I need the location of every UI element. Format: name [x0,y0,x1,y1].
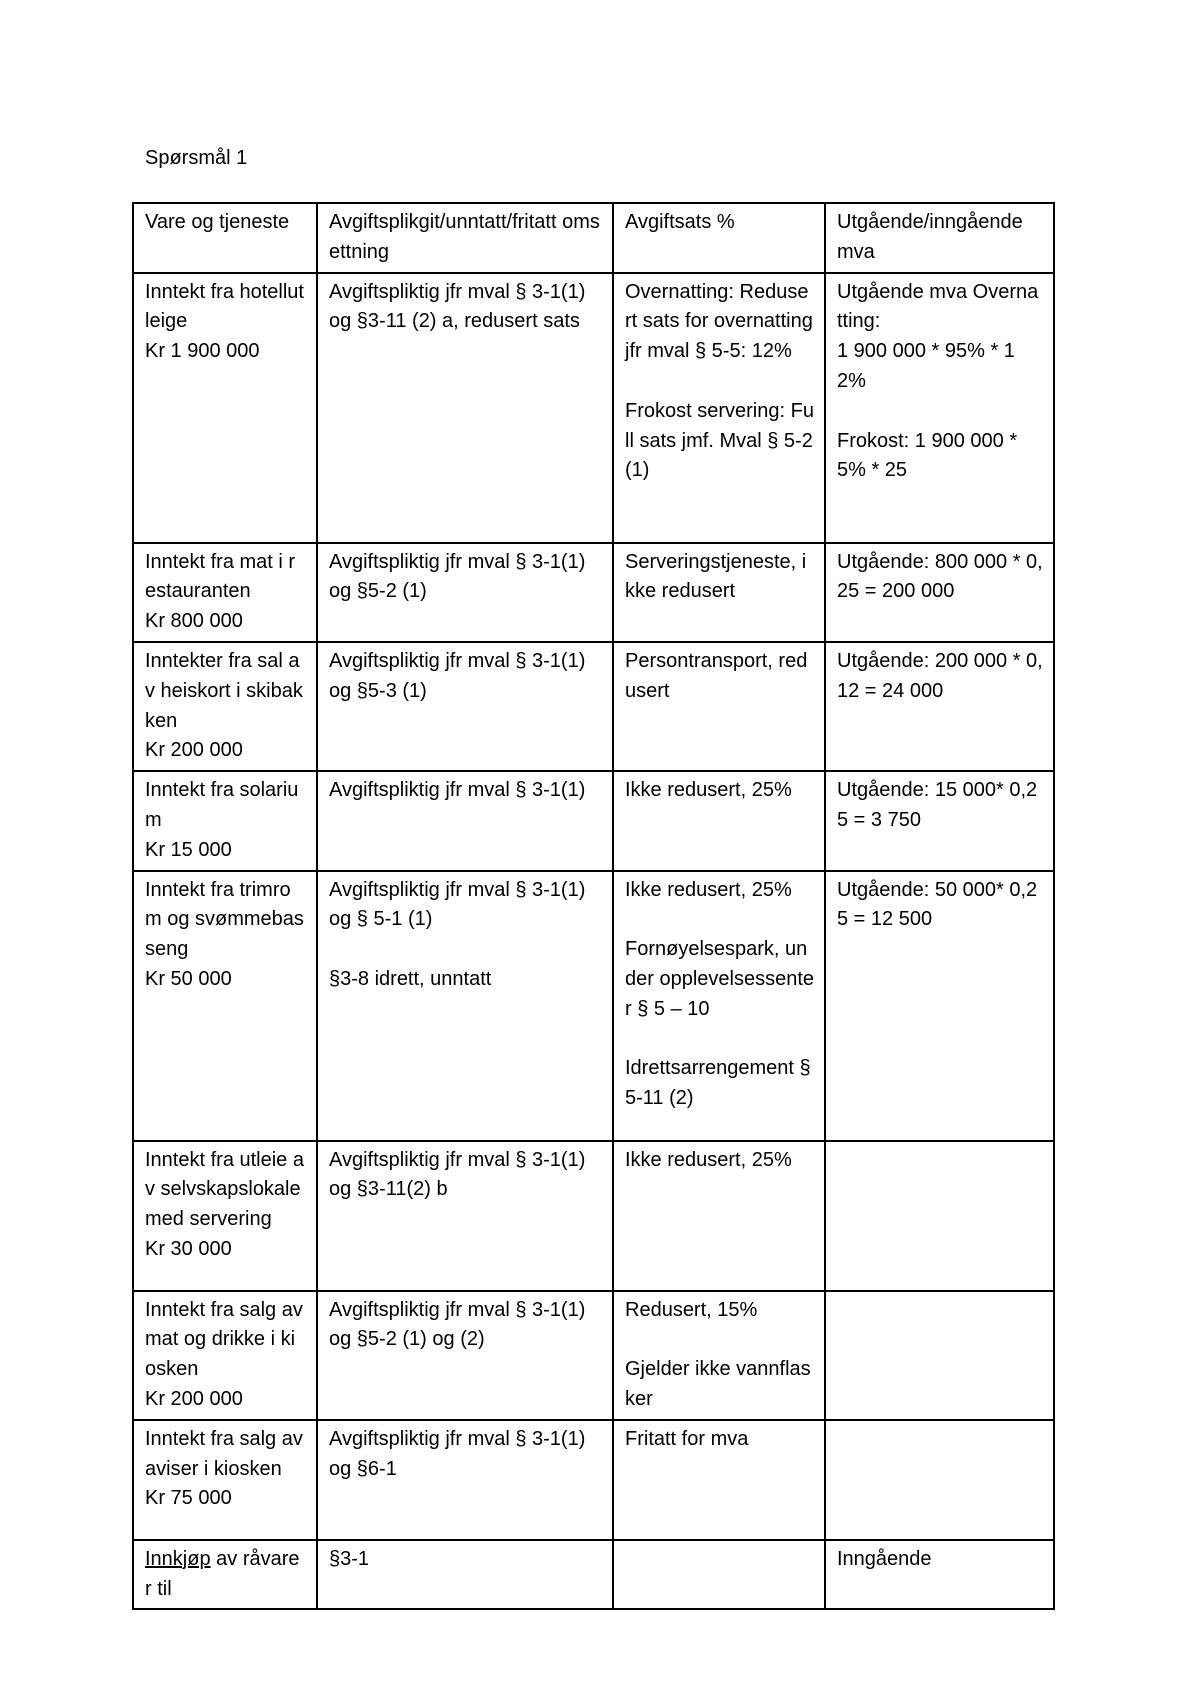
rate-text: Fritatt for mva [625,1427,749,1450]
cell-status [317,543,613,642]
cell-rate [613,871,825,1141]
cell-item [133,642,317,771]
cell-vat [825,1540,1054,1610]
cell-rate [613,771,825,870]
item-label: Inntekt fra solarium [145,779,299,831]
item-amount: Kr 1 900 000 [145,340,260,363]
table-row [133,1291,1054,1420]
cell-vat [825,543,1054,642]
table-row [133,871,1054,1141]
status-text: Avgiftspliktig jfr mval § 3-1(1) og § 5-1 (1) [329,878,586,931]
status-text: Avgiftspliktig jfr mval § 3-1(1) [329,779,586,802]
cell-rate [613,642,825,771]
status-text: Avgiftspliktig jfr mval § 3-1(1) og §3-11 (2) a, redusert sats [329,280,586,333]
cell-status [317,871,613,1141]
cell-vat [825,642,1054,771]
vat-text: Utgående: 800 000 * 0,25 = 200 000 [837,550,1043,603]
cell-status [317,642,613,771]
header-cell-vat: Utgående/inngående mva [825,203,1054,273]
rate-text: Ikke redusert, 25% [625,1148,792,1171]
vat-text: Utgående: 200 000 * 0,12 = 24 000 [837,649,1043,702]
item-amount: Kr 50 000 [145,967,232,990]
cell-vat [825,871,1054,1141]
cell-item [133,871,317,1141]
table-row [133,273,1054,543]
rate-text: Gjelder ikke vannflasker [625,1358,811,1410]
table-row [133,1141,1054,1291]
item-amount: Kr 200 000 [145,739,243,762]
header-cell-item: Vare og tjeneste [133,203,317,273]
item-label: Inntekt fra trimrom og svømmebasseng [145,878,304,961]
cell-rate [613,1141,825,1291]
item-amount: Kr 800 000 [145,610,243,633]
item-amount: Kr 30 000 [145,1237,232,1260]
status-text: Avgiftspliktig jfr mval § 3-1(1) og §6-1 [329,1427,586,1480]
item-label: av råvarer til [145,1547,300,1600]
status-text: §3-8 idrett, unntatt [329,967,492,990]
cell-status [317,1141,613,1291]
cell-status [317,273,613,543]
table-row [133,1540,1054,1610]
header-cell-rate: Avgiftsats % [613,203,825,273]
cell-rate [613,1291,825,1420]
rate-text: Frokost servering: Full sats jmf. Mval § 5-2(1) [625,399,814,482]
rate-text: Fornøyelsespark, under opplevelsessenter § 5 – 10 [625,938,815,1020]
table-row [133,543,1054,642]
item-label: Inntekt fra mat i restauranten [145,550,296,603]
vat-text: Inngående [837,1547,932,1570]
status-text: Avgiftspliktig jfr mval § 3-1(1) og §5-2 (1) [329,550,586,603]
status-text: Avgiftspliktig jfr mval § 3-1(1) og §5-3 (1) [329,649,586,702]
cell-status [317,1291,613,1420]
item-label: Inntekt fra salg av mat og drikke i kiosken [145,1298,303,1381]
cell-vat [825,1420,1054,1540]
item-label: Inntekt fra hotellutleige [145,280,304,333]
cell-rate [613,273,825,543]
question-heading: Spørsmål 1 [145,147,248,169]
rate-text: Serveringstjeneste, ikke redusert [625,550,807,603]
cell-rate [613,1420,825,1540]
cell-status [317,1420,613,1540]
status-text: §3-1 [329,1547,370,1570]
status-text: Avgiftspliktig jfr mval § 3-1(1) og §5-2 (1) og (2) [329,1298,586,1351]
rate-text: Redusert, 15% [625,1298,758,1321]
cell-vat [825,1291,1054,1420]
cell-item [133,1420,317,1540]
table-header-row [133,203,1054,273]
cell-rate [613,543,825,642]
rate-text: Ikke redusert, 25% [625,779,792,802]
item-amount: Kr 200 000 [145,1387,243,1410]
cell-item [133,1540,317,1610]
item-amount: Kr 75 000 [145,1487,232,1510]
item-label: Inntekter fra sal av heiskort i skibakken [145,649,303,732]
cell-vat [825,273,1054,543]
status-text: Avgiftspliktig jfr mval § 3-1(1) og §3-11(2) b [329,1148,586,1201]
rate-text: Persontransport, redusert [625,649,808,702]
cell-item [133,273,317,543]
cell-item [133,543,317,642]
table-row [133,1420,1054,1540]
item-label-underlined: Innkjøp [145,1547,211,1570]
vat-text: Utgående: 50 000* 0,25 = 12 500 [837,878,1038,931]
cell-status [317,771,613,870]
vat-text: Utgående: 15 000* 0,25 = 3 750 [837,779,1038,831]
cell-vat [825,771,1054,870]
cell-vat [825,1141,1054,1291]
rate-text: Idrettsarrengement §5-11 (2) [625,1057,811,1110]
header-cell-status: Avgiftsplikgit/unntatt/fritatt omsettning [317,203,613,273]
vat-table [132,202,1055,1610]
vat-text: 1 900 000 * 95% * 12% [837,340,1015,392]
vat-text: Frokost: 1 900 000 * 5% * 25 [837,429,1018,482]
table-row [133,642,1054,771]
rate-text: Ikke redusert, 25% [625,878,792,901]
table-row [133,771,1054,870]
item-label: Inntekt fra salg av aviser i kiosken [145,1427,303,1480]
item-amount: Kr 15 000 [145,838,232,861]
vat-text: Utgående mva Overnatting: [837,280,1039,333]
cell-status [317,1540,613,1610]
cell-rate [613,1540,825,1610]
rate-text: Overnatting: Redusert sats for overnatting jfr mval § 5-5: 12% [625,280,813,363]
cell-item [133,1291,317,1420]
item-label: Inntekt fra utleie av selvskapslokale med servering [145,1148,304,1231]
cell-item [133,771,317,870]
cell-item [133,1141,317,1291]
